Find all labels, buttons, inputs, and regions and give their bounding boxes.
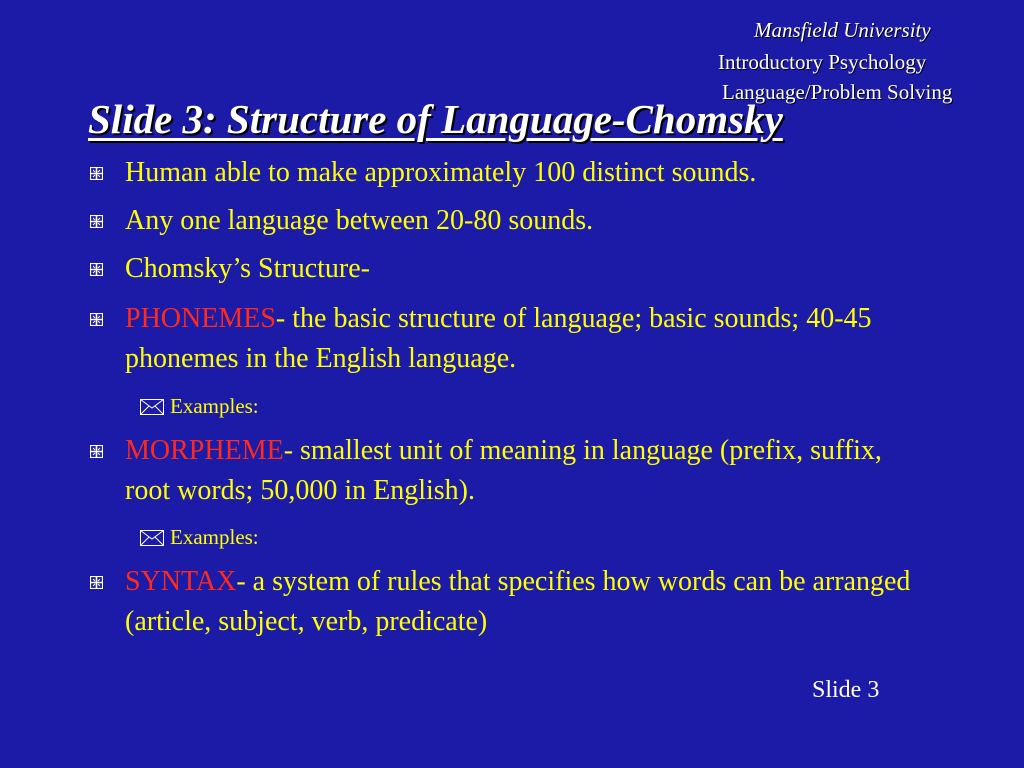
boxed-cross-icon <box>90 167 103 180</box>
bullet-item <box>125 562 925 642</box>
boxed-cross-icon <box>90 215 103 228</box>
bullet-text: - the basic structure of language; basic sounds; 40-45 phonemes in the English language. <box>125 303 872 374</box>
bullet-item <box>125 299 925 379</box>
header-course: Introductory Psychology <box>718 50 927 74</box>
sub-item <box>140 524 259 552</box>
header-topic: Language/Problem Solving <box>722 80 953 104</box>
boxed-cross-icon <box>90 263 103 276</box>
bullet-text: - a system of rules that specifies how words can be arranged (article, subject, verb, predicate) <box>125 566 911 637</box>
bullet-text: - smallest unit of meaning in language (prefix, suffix, root words; 50,000 in English). <box>125 435 882 506</box>
sub-item-text: Examples: <box>170 394 259 418</box>
bullet-item <box>125 201 925 241</box>
envelope-icon <box>140 526 170 552</box>
envelope-icon <box>140 395 170 421</box>
bullet-item <box>125 153 925 193</box>
boxed-cross-icon <box>90 576 103 589</box>
bullet-text: Human able to make approximately 100 distinct sounds. <box>125 157 757 188</box>
sub-item <box>140 393 259 421</box>
bullet-item <box>125 431 925 511</box>
header-university: Mansfield University <box>754 18 931 42</box>
boxed-cross-icon <box>90 445 103 458</box>
slide-title: Slide 3: Structure of Language-Chomsky <box>88 96 783 142</box>
term-phonemes: PHONEMES <box>125 303 276 334</box>
boxed-cross-icon <box>90 313 103 326</box>
bullet-text: Chomsky’s Structure- <box>125 253 370 284</box>
sub-item-text: Examples: <box>170 525 259 549</box>
bullet-item <box>125 249 925 289</box>
bullet-text: Any one language between 20-80 sounds. <box>125 205 594 236</box>
slide-number: Slide 3 <box>812 677 880 703</box>
term-syntax: SYNTAX <box>125 566 237 597</box>
term-morpheme: MORPHEME <box>125 435 284 466</box>
